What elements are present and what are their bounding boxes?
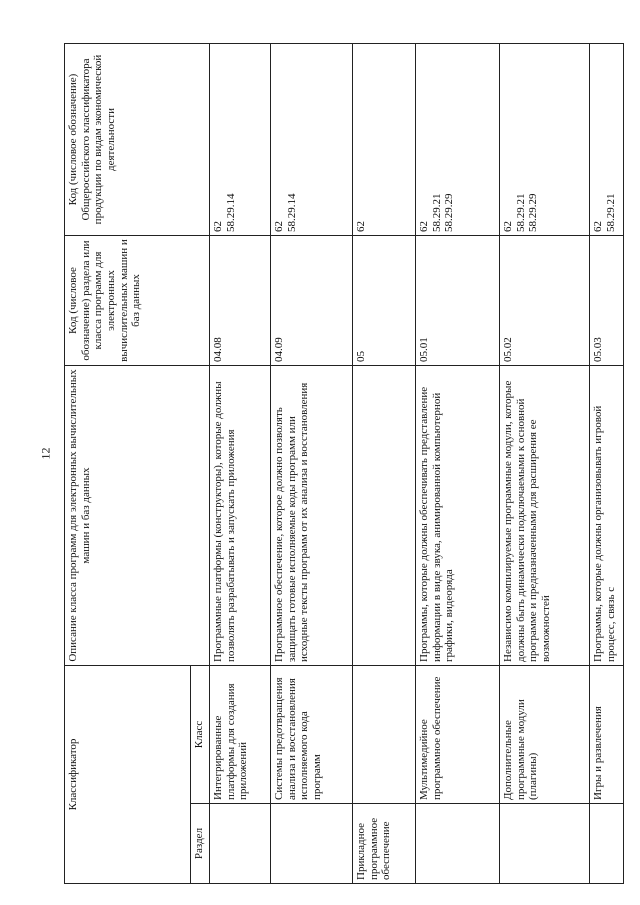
header-description: Описание класса программ для электронных вычислительных машин и баз данных [65,366,210,666]
code-cell: 04.09 [270,236,352,366]
description-cell: Программное обеспечение, которое должно позволять защищать готовые исполняемые коды программ или исходные тексты программ от их анализа и восстановления [270,366,352,666]
okpd-code: 62 [501,221,514,232]
classifier-table [64,43,624,884]
class-cell: Дополнительные программные модули (плагины) [499,666,589,804]
okpd-code: 62 [272,221,285,232]
okpd-cell [590,44,624,236]
class-cell: Игры и развлечения [590,666,624,804]
section-cell [415,804,499,884]
okpd-code: 58.29.21 [430,193,443,232]
okpd-code: 58.29.14 [285,193,298,232]
okpd-cell [352,44,415,236]
okpd-code: 62 [592,221,605,232]
code-cell: 04.08 [210,236,271,366]
okpd-code: 58.29.14 [224,193,237,232]
okpd-code: 58.29.21 [604,193,617,232]
header-classifier: Классификатор [65,666,191,884]
section-cell [270,804,352,884]
okpd-cell [415,44,499,236]
okpd-code: 62 [417,221,430,232]
header-class: Класс [191,666,210,804]
header-section: Раздел [191,804,210,884]
section-cell [590,804,624,884]
code-cell: 05.03 [590,236,624,366]
okpd-code: 58.29.29 [527,193,540,232]
table-row [270,44,352,884]
description-cell: Программные платформы (конструкторы), которые должны позволять разрабатывать и запускать приложения [210,366,271,666]
code-cell: 05 [352,236,415,366]
section-cell [210,804,271,884]
code-cell: 05.02 [499,236,589,366]
table-row [352,44,415,884]
table-row [415,44,499,884]
class-cell: Системы предотвращения анализа и восстановления исполняемого кода программ [270,666,352,804]
table-row [210,44,271,884]
table-container [64,44,624,884]
section-cell: Прикладное программное обеспечение [352,804,415,884]
class-cell: Мультимедийное программное обеспечение [415,666,499,804]
table-row [590,44,624,884]
okpd-code: 62 [354,221,367,232]
okpd-code: 58.29.29 [443,193,456,232]
class-cell [352,666,415,804]
okpd-cell [210,44,271,236]
header-okpd: Код (числовое обозначение) Общероссийского классификатора продукции по видам экономической деятельности [65,44,210,236]
class-cell: Интегрированные платформы для создания приложений [210,666,271,804]
okpd-code: 62 [212,221,224,232]
okpd-cell [499,44,589,236]
okpd-cell [270,44,352,236]
section-cell [499,804,589,884]
page-number: 12 [38,447,53,460]
table-row [499,44,589,884]
description-cell [352,366,415,666]
code-cell: 05.01 [415,236,499,366]
description-cell: Программы, которые должны организовывать игровой процесс, связь с [590,366,624,666]
description-cell: Независимо компилируемые программные модули, которые должны быть динамически подключаемыми к основной программе и предназначенными для расширения ее возможностей [499,366,589,666]
header-code: Код (числовое обозначение) раздела или класса программ для электронных вычислительных машин и баз данных [65,236,210,366]
okpd-code: 58.29.21 [514,193,527,232]
table-body [210,44,624,884]
description-cell: Программы, которые должны обеспечивать представление информации в виде звука, анимированной компьютерной графики, видеоряда [415,366,499,666]
